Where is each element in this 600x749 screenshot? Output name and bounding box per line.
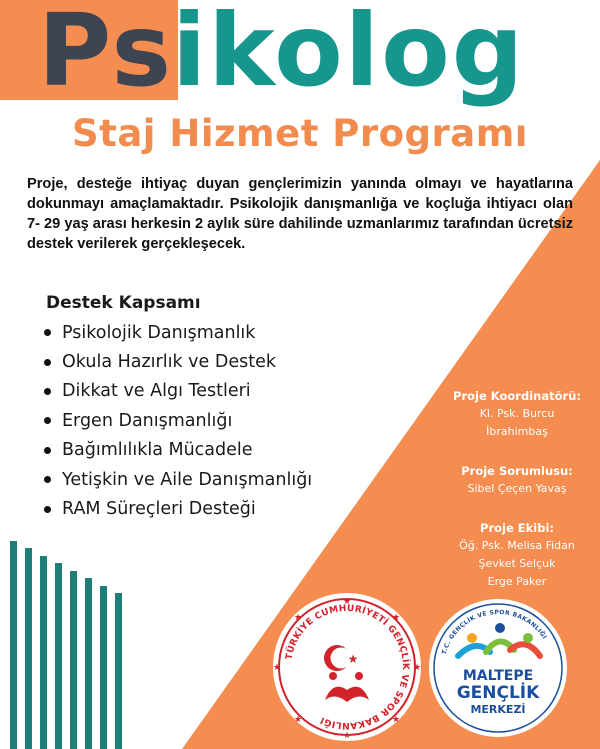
scope-item <box>44 377 312 406</box>
bullet-icon <box>44 359 51 366</box>
scope-heading: Destek Kapsamı <box>46 293 201 313</box>
responsible-role: Proje Sorumlusu: <box>461 464 573 478</box>
member-name: Erge Paker <box>487 575 547 588</box>
svg-text:★: ★ <box>412 663 422 673</box>
members-role: Proje Ekibi: <box>480 521 554 535</box>
scope-item <box>44 465 312 494</box>
scope-item-label: Yetişkin ve Aile Danışmanlığı <box>62 469 313 490</box>
svg-text:★: ★ <box>347 652 359 666</box>
svg-text:★: ★ <box>391 613 401 623</box>
bullet-icon <box>44 417 51 424</box>
scope-item <box>44 347 312 376</box>
coordinator-role: Proje Koordinatörü: <box>453 389 581 403</box>
scope-item <box>44 406 312 435</box>
svg-text:★: ★ <box>293 715 303 725</box>
scope-item-label: Ergen Danışmanlığı <box>62 410 233 431</box>
bullet-icon <box>44 447 51 454</box>
center-line-2: GENÇLİK <box>456 683 540 703</box>
svg-text:★: ★ <box>342 597 352 607</box>
teal-stripes <box>10 541 122 749</box>
bullet-icon <box>44 476 51 483</box>
intro-paragraph: Proje, desteğe ihtiyaç duyan gençlerimizin yanında olmayı ve hayatlarına dokunmayı amaçlamaktadır. Psikolojik danışmanlığa ve koçluğa ihtiyacı olan 7- 29 yaş arası herkesin 2 aylık süre dahilinde uzmanlarımız tarafından ücretsiz destek verilerek gerçekleşecek. <box>27 176 573 252</box>
bullet-icon <box>44 506 51 513</box>
svg-text:★: ★ <box>293 613 303 623</box>
scope-item-label: Psikolojik Danışmanlık <box>62 322 256 343</box>
responsible-name: Sibel Çeçen Yavaş <box>467 482 567 495</box>
scope-item <box>44 436 312 465</box>
center-ring-text: T.C. GENÇLİK VE SPOR BAKANLIĞI <box>440 608 549 656</box>
coordinator-name: İbrahimbaş <box>486 425 548 438</box>
title-part-teal: ikolog <box>172 0 526 109</box>
coordinator-block <box>432 388 600 441</box>
scope-item-label: Dikkat ve Algı Testleri <box>62 381 251 402</box>
scope-list <box>44 318 312 524</box>
coordinator-name: Kl. Psk. Burcu <box>479 407 555 420</box>
ministry-ring-text: TÜRKİYE CUMHURİYETİ GENÇLİK VE SPOR BAKANLIĞI <box>284 603 411 731</box>
ministry-logo <box>263 592 431 742</box>
member-name: Öğ. Psk. Melisa Fidan <box>459 539 575 552</box>
scope-item-label: Bağımlılıkla Mücadele <box>62 440 253 461</box>
scope-item-label: Okula Hazırlık ve Destek <box>62 352 276 373</box>
svg-text:★: ★ <box>391 715 401 725</box>
subtitle: Staj Hizmet Programı <box>72 112 528 155</box>
center-line-3: MERKEZİ <box>470 703 526 716</box>
scope-item <box>44 494 312 523</box>
scope-item <box>44 318 312 347</box>
svg-text:★: ★ <box>342 731 352 741</box>
responsible-block <box>432 463 600 498</box>
members-block <box>432 520 600 591</box>
svg-text:★: ★ <box>272 663 282 673</box>
scope-item-label: RAM Süreçleri Desteği <box>62 499 256 520</box>
bullet-icon <box>44 329 51 336</box>
main-title <box>0 0 600 110</box>
youth-center-wordmark <box>428 668 568 717</box>
member-name: Şevket Selçuk <box>478 557 556 570</box>
title-part-dark: Ps <box>38 0 174 109</box>
center-line-1: MALTEPE <box>462 668 534 684</box>
bullet-icon <box>44 388 51 395</box>
